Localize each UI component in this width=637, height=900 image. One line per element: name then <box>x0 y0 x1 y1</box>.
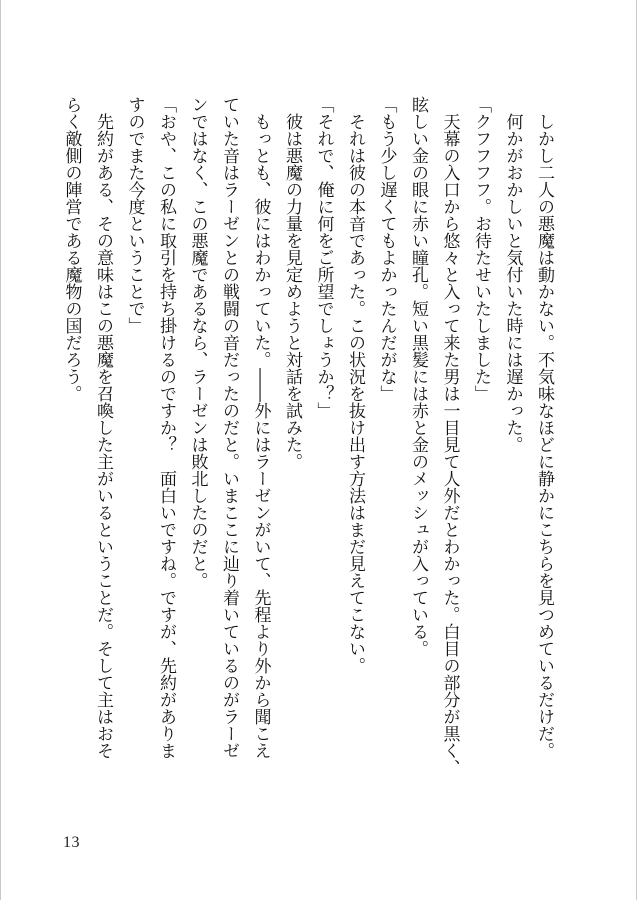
text-line: それは彼の本音であった。この状況を抜け出す方法はまだ見えてこない。 <box>345 113 365 674</box>
text-line: 彼は悪魔の力量を見定めようと対話を試みた。 <box>282 113 302 470</box>
dialogue-line: 「もう少し遅くてもよかったんだがな」 <box>376 96 397 402</box>
dialogue-line: 「それで、俺に何をご所望でしょうか？」 <box>313 96 334 419</box>
dialogue-line: すのでまた今度ということで」 <box>124 96 145 334</box>
text-line: もっとも、彼にはわかっていた。――外にはラーゼンがいて、先程より外から聞こえ <box>250 113 271 759</box>
dialogue-line: 「おや、この私に取引を持ち掛けるのですか？ 面白いですね。ですが、先約がありま <box>156 96 176 759</box>
text-line: 眩しい金の眼に赤い瞳孔。短い黒髪には赤と金のメッシュが入っている。 <box>408 96 428 657</box>
page-number: 13 <box>63 834 80 851</box>
text-line: しかし二人の悪魔は動かない。不気味なほどに静かにこちらを見つめているだけだ。 <box>534 113 554 759</box>
dialogue-line: 「クフフフフ。お待たせいたしました」 <box>471 96 491 402</box>
text-line: らく敵側の陣営である魔物の国だろう。 <box>61 96 82 402</box>
body-text <box>59 96 559 816</box>
text-line: 先約がある、その意味はこの悪魔を召喚した主がいるということだ。そして主はおそ <box>93 113 113 759</box>
text-line: 何かがおかしいと気付いた時には遅かった。 <box>502 113 523 453</box>
text-line: ていた音はラーゼンとの戦闘の音だったのだと。いまここに辿り着いているのがラーゼ <box>219 96 239 759</box>
text-line: 天幕の入口から悠々と入って来た男は一目見て人外だとわかった。白目の部分が黒く、 <box>439 113 460 776</box>
text-line: ンではなく、この悪魔であるなら、ラーゼンは敗北したのだと。 <box>187 96 208 589</box>
